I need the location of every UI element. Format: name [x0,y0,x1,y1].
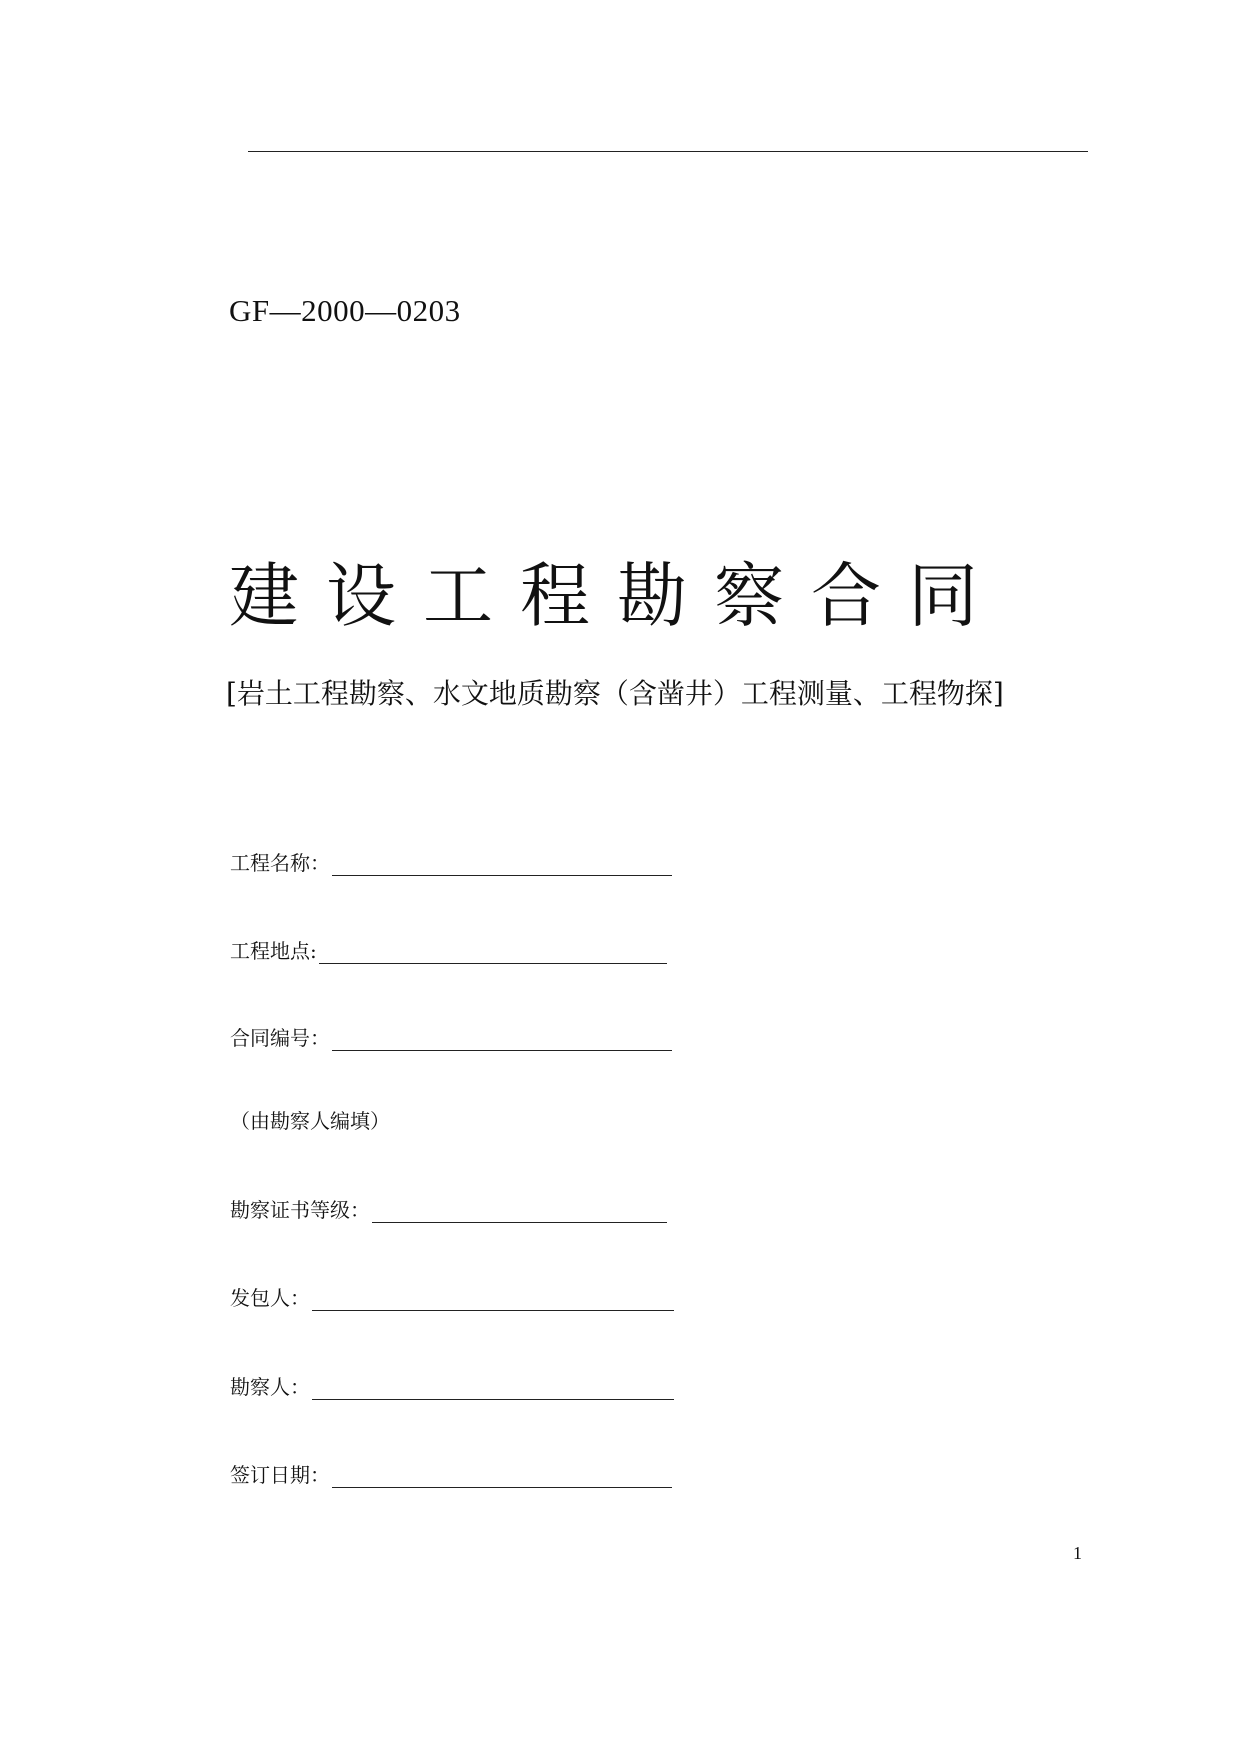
document-title: 建设工程勘察合同 [229,555,1005,637]
field-signing-date [230,1460,672,1488]
field-label: 签订日期： [230,1463,330,1487]
field-contract-number [230,1023,672,1051]
field-label: 工程地点: [230,939,317,963]
document-subtitle: [岩土工程勘察、水文地质勘察（含凿井）工程测量、工程物探] [226,677,1004,710]
field-surveyor [230,1372,674,1400]
field-certificate-grade [230,1195,667,1223]
surveyor-blank[interactable] [312,1381,674,1400]
document-code: GF—2000—0203 [229,293,461,328]
header-rule [248,151,1088,152]
field-label: 勘察人： [230,1375,310,1399]
signing-date-blank[interactable] [332,1469,672,1488]
contract-number-note: （由勘察人编填） [230,1109,390,1133]
field-label: 勘察证书等级： [230,1198,370,1222]
project-location-blank[interactable] [319,945,667,964]
field-label: 合同编号： [230,1026,330,1050]
field-employer [230,1283,674,1311]
field-project-name [230,848,672,876]
field-label: 发包人： [230,1286,310,1310]
certificate-grade-blank[interactable] [372,1204,667,1223]
contract-number-blank[interactable] [332,1032,672,1051]
page-number: 1 [1073,1543,1082,1563]
project-name-blank[interactable] [332,857,672,876]
employer-blank[interactable] [312,1292,674,1311]
field-label: 工程名称： [230,851,330,875]
field-project-location [230,936,667,964]
